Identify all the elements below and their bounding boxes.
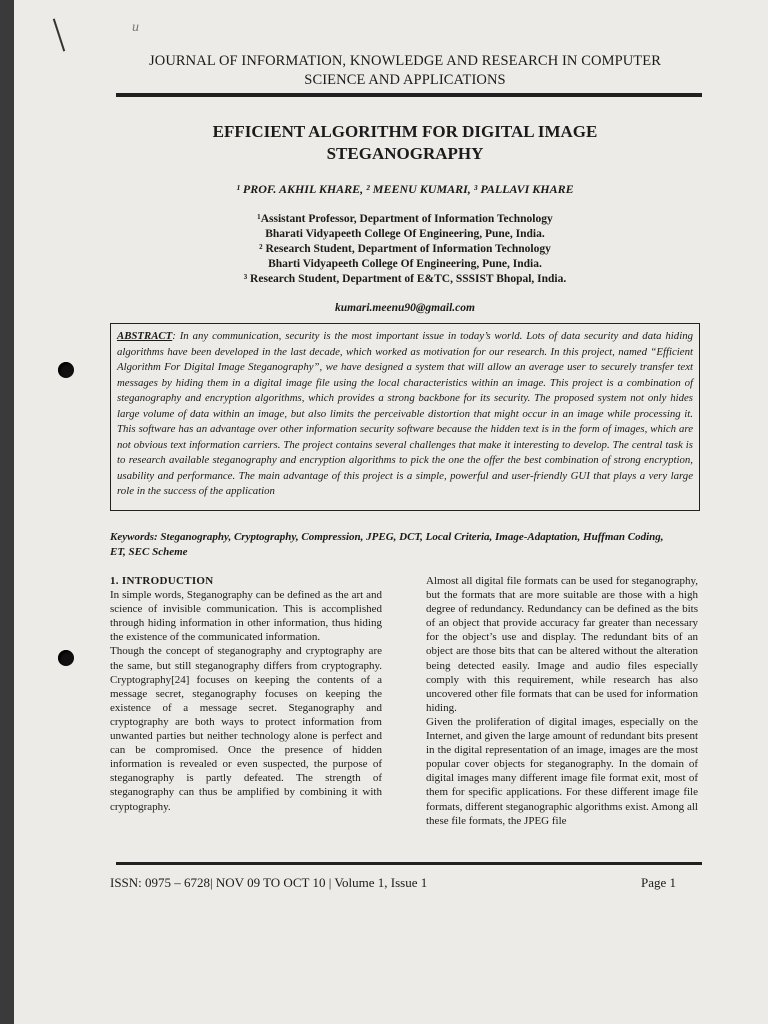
margin-mark: u <box>132 20 139 35</box>
scanner-edge <box>0 0 14 1024</box>
keywords: Keywords: Steganography, Cryptography, Compression, JPEG, DCT, Local Criteria, Image-Adaptation, Huffman Coding, ET, SEC Scheme <box>110 531 664 558</box>
header-rule <box>116 93 702 97</box>
footer-issn: ISSN: 0975 – 6728| NOV 09 TO OCT 10 | Volume 1, Issue 1 <box>110 875 428 890</box>
punch-hole <box>58 362 74 378</box>
abstract-text: : In any communication, security is the most important issue in today’s world. Lots of data security and data hiding algorithms have been developed in the last decade, which worked as motivation for our research. In this project, named “Efficient Algorithm For Digital Image Steganography”, we have designed a system that will allow an average user to securely transfer text messages by hiding them in a digital image file using the local characteristics within an image. This project is a combination of steganography and encryption algorithms, which provides a strong backbone for its security. The proposed system not only hides large volume of data within an image, but also limits the perceivable distortion that might occur in an image while processing it. This software has an advantage over other information security software because the hidden text is in the form of images, which are not obvious text information carriers. The project contains several challenges that make it interesting to develop. The central task is to research available steganography and encryption algorithms to pick the one the offer the best combination of strong encryption, usability and performance. The main advantage of this project is a simple, powerful and user-friendly GUI that plays a very large role in the success of the application <box>117 330 693 497</box>
right-column <box>426 574 698 828</box>
paragraph: In simple words, Steganography can be defined as the art and science of invisible communication. This is accomplished through hiding information in other information, thus hiding the existence of the communicated information. <box>110 589 382 644</box>
paper-title-line1: EFFICIENT ALGORITHM FOR DIGITAL IMAGE <box>212 122 598 141</box>
paragraph: Though the concept of steganography and cryptography are the same, but still steganography differs from cryptography. Cryptography[24] focuses on keeping the contents of a message secret, steganography focuses on keeping the existence of a message secret. Steganography and cryptography are both ways to protect information from unwanted parties but neither technology alone is perfect and can be compromised. Once the presence of hidden information is revealed or even suspected, the purpose of steganography is partly defeated. The strength of steganography can thus be amplified by combining it with cryptography. <box>110 645 382 813</box>
journal-name-line2: SCIENCE AND APPLICATIONS <box>304 72 506 88</box>
affiliation-line: ¹Assistant Professor, Department of Information Technology <box>257 213 553 225</box>
affiliation-line: ² Research Student, Department of Information Technology <box>259 243 551 255</box>
paper-title-line2: STEGANOGRAPHY <box>326 144 484 163</box>
affiliation-line: Bharti Vidyapeeth College Of Engineering, Pune, India. <box>268 258 542 270</box>
footer-rule <box>116 862 702 865</box>
left-column <box>110 574 382 814</box>
paragraph: Almost all digital file formats can be used for steganography, but the formats that are more suitable are those with a high degree of redundancy. Redundancy can be defined as the bits of an object that provide accuracy far greater than necessary for the object’s use and display. The redundant bits of an object are those bits that can be altered without the alteration being detected easily. Image and audio files especially comply with this requirement, while research has also uncovered other file formats that can be used for information hiding. <box>426 575 698 714</box>
paragraph: Given the proliferation of digital images, especially on the Internet, and given the large amount of redundant bits present in the digital representation of an image, images are the most popular cover objects for steganography. In the domain of digital images many different image file format exit, most of them for specific applications. For these different image file formats, different steganographic algorithms exist. Among all these file formats, the JPEG file <box>426 715 698 827</box>
footer <box>110 875 700 891</box>
abstract-box <box>110 323 700 511</box>
author-list: ¹ PROF. AKHIL KHARE, ² MEENU KUMARI, ³ PALLAVI KHARE <box>236 182 574 196</box>
punch-hole <box>58 650 74 666</box>
affiliation-line: Bharati Vidyapeeth College Of Engineering, Pune, India. <box>265 228 545 240</box>
author-email: kumari.meenu90@gmail.com <box>335 302 475 314</box>
page-number: Page 1 <box>640 875 676 890</box>
journal-name-line1: JOURNAL OF INFORMATION, KNOWLEDGE AND RESEARCH IN COMPUTER <box>149 53 661 69</box>
section-heading: 1. INTRODUCTION <box>110 575 214 587</box>
abstract-label: ABSTRACT <box>117 330 173 342</box>
affiliation-line: ³ Research Student, Department of E&TC, SSSIST Bhopal, India. <box>243 273 567 285</box>
